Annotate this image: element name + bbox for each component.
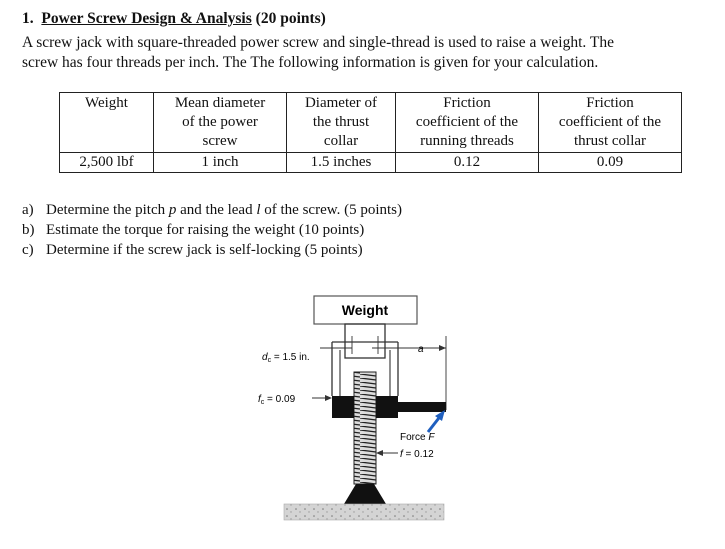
problem-points: (20 points) [255,10,326,27]
table-row [60,153,682,173]
f-label: f = 0.12 [400,449,434,460]
collar-right [376,396,398,418]
question-c: c) Determine if the screw jack is self-locking (5 points) [22,242,363,258]
value-thread-friction: 0.12 [396,153,539,173]
screw-jack-figure [240,290,460,530]
value-collar-friction: 0.09 [539,153,682,173]
ground [284,504,444,520]
force-label: Force F [400,432,435,443]
threaded-screw [354,372,376,484]
value-collar-diameter: 1.5 inches [287,153,396,173]
top-cap [345,324,385,358]
collar-left [332,396,354,418]
question-list [22,200,402,260]
problem-number: 1. [22,10,34,27]
dc-label: $d_c = 1.5$ in. [262,352,310,364]
intro-line-2: screw has four threads per inch. The The following information is given for your calculation. [22,54,599,71]
problem-intro [22,33,717,73]
jack-base [344,484,386,504]
value-mean-diameter: 1 inch [154,153,287,173]
handle-bar [398,402,446,412]
header-weight: Weight [60,93,154,153]
header-thread-friction: Friction coefficient of the running threads [396,93,539,153]
fc-label: $f_c = 0.09$ [258,394,296,406]
given-info-table [59,92,682,173]
header-collar-diameter: Diameter of the thrust collar [287,93,396,153]
header-mean-diameter: Mean diameter of the power screw [154,93,287,153]
question-b: b) Estimate the torque for raising the weight (10 points) [22,222,365,238]
question-a: a) Determine the pitch p and the lead l of the screw. (5 points) [22,202,403,218]
problem-title: Power Screw Design & Analysis [41,10,252,27]
problem-heading [22,10,326,28]
header-collar-friction: Friction coefficient of the thrust collar [539,93,682,153]
a-label: a [418,344,424,355]
intro-line-1: A screw jack with square-threaded power screw and single-thread is used to raise a weight. The [22,34,614,51]
weight-label: Weight [341,302,389,318]
value-weight: 2,500 lbf [60,153,154,173]
table-header-row [60,93,682,153]
